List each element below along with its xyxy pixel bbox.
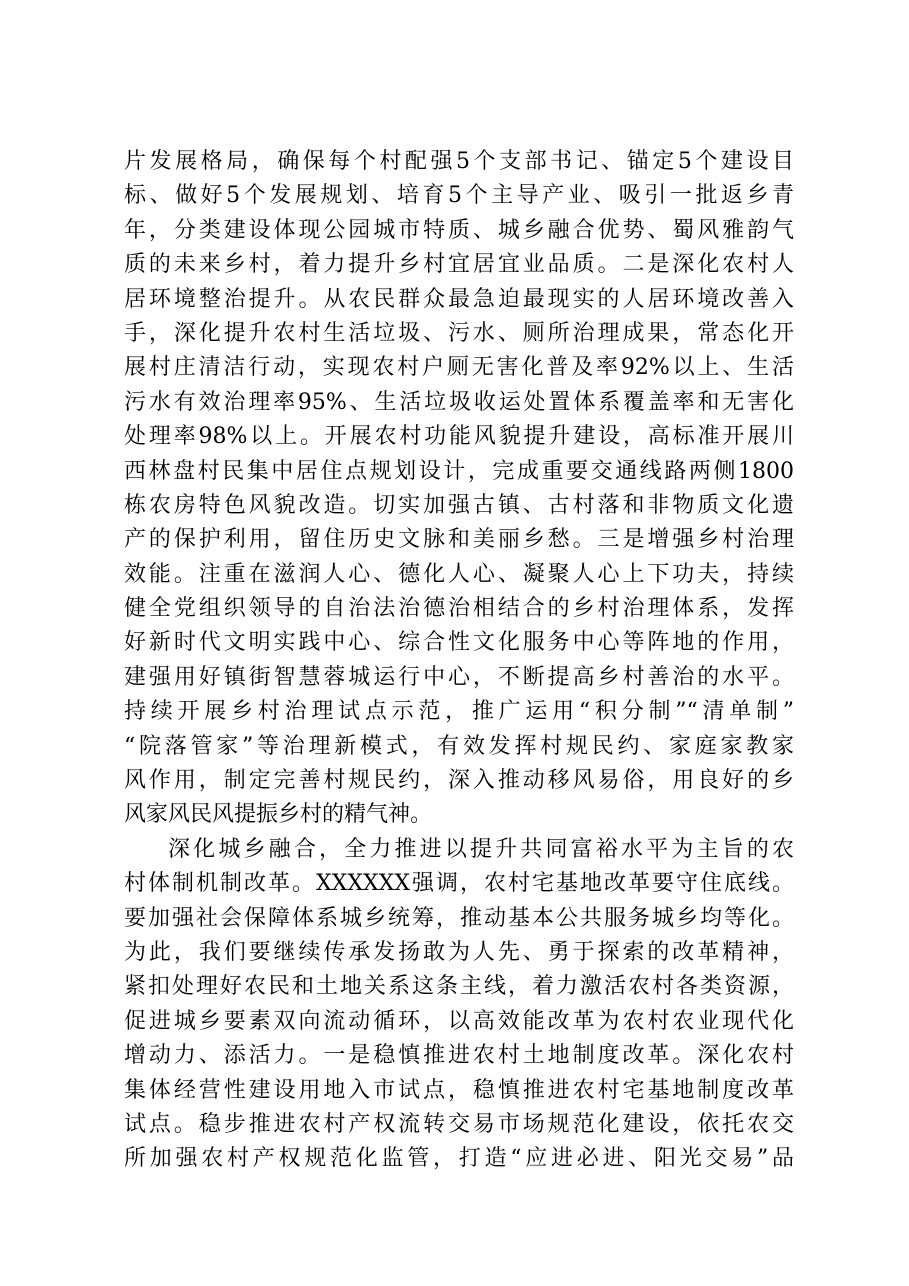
text-line: 处理率98%以上。开展农村功能风貌提升建设，高标准开展川 (124, 424, 794, 450)
text-line: 要加强社会保障体系城乡统筹，推动基本公共服务城乡均等化。 (124, 905, 794, 931)
text-line: 手，深化提升农村生活垃圾、污水、厕所治理成果，常态化开 (124, 320, 794, 346)
text-line: 建强用好镇街智慧蓉城运行中心，不断提高乡村善治的水平。 (124, 664, 794, 690)
text-line: 深化城乡融合，全力推进以提升共同富裕水平为主旨的农 (168, 836, 794, 862)
text-line: 促进城乡要素双向流动循环，以高效能改革为农村农业现代化 (124, 1008, 794, 1034)
text-line: 西林盘村民集中居住点规划设计，完成重要交通线路两侧1800 (124, 458, 794, 484)
body-text (124, 145, 794, 1177)
text-line: 持续开展乡村治理试点示范，推广运用“积分制”“清单制” (124, 699, 794, 725)
text-line: 栋农房特色风貌改造。切实加强古镇、古村落和非物质文化遗 (124, 492, 794, 518)
text-line: 片发展格局，确保每个村配强5个支部书记、锚定5个建设目 (124, 149, 794, 174)
text-line: 污水有效治理率95%、生活垃圾收运处置体系覆盖率和无害化 (124, 389, 794, 415)
paragraph-1 (124, 145, 794, 833)
text-line: 居环境整治提升。从农民群众最急迫最现实的人居环境改善入 (124, 286, 794, 312)
text-line: 健全党组织领导的自治法治德治相结合的乡村治理体系，发挥 (124, 596, 794, 622)
text-line: “院落管家”等治理新模式，有效发挥村规民约、家庭家教家 (124, 733, 794, 759)
text-line: 为此，我们要继续传承发扬敢为人先、勇于探索的改革精神， (124, 939, 794, 965)
text-line: 试点。稳步推进农村产权流转交易市场规范化建设，依托农交 (124, 1111, 794, 1137)
text-line: 展村庄清洁行动，实现农村户厕无害化普及率92%以上、生活 (124, 355, 794, 381)
text-line: 年，分类建设体现公园城市特质、城乡融合优势、蜀风雅韵气 (124, 217, 794, 243)
text-line: 风作用，制定完善村规民约，深入推动移风易俗，用良好的乡 (124, 768, 794, 794)
text-line: 集体经营性建设用地入市试点，稳慎推进农村宅基地制度改革 (124, 1077, 794, 1103)
text-line: 质的未来乡村，着力提升乡村宜居宜业品质。二是深化农村人 (124, 252, 794, 278)
text-line: 村体制机制改革。XXXXXX强调，农村宅基地改革要守住底线。 (124, 871, 794, 897)
text-line: 效能。注重在滋润人心、德化人心、凝聚人心上下功夫，持续 (124, 561, 794, 587)
text-line: 紧扣处理好农民和土地关系这条主线，着力激活农村各类资源， (124, 974, 794, 1000)
text-line: 增动力、添活力。一是稳慎推进农村土地制度改革。深化农村 (124, 1043, 794, 1069)
paragraph-2 (124, 833, 794, 1177)
text-line: 好新时代文明实践中心、综合性文化服务中心等阵地的作用， (124, 630, 794, 656)
text-line: 产的保护利用，留住历史文脉和美丽乡愁。三是增强乡村治理 (124, 527, 794, 553)
text-line: 所加强农村产权规范化监管，打造“应进必进、阳光交易”品 (124, 1146, 794, 1172)
text-line: 风家风民风提振乡村的精气神。 (124, 802, 433, 828)
text-line: 标、做好5个发展规划、培育5个主导产业、吸引一批返乡青 (124, 183, 794, 209)
